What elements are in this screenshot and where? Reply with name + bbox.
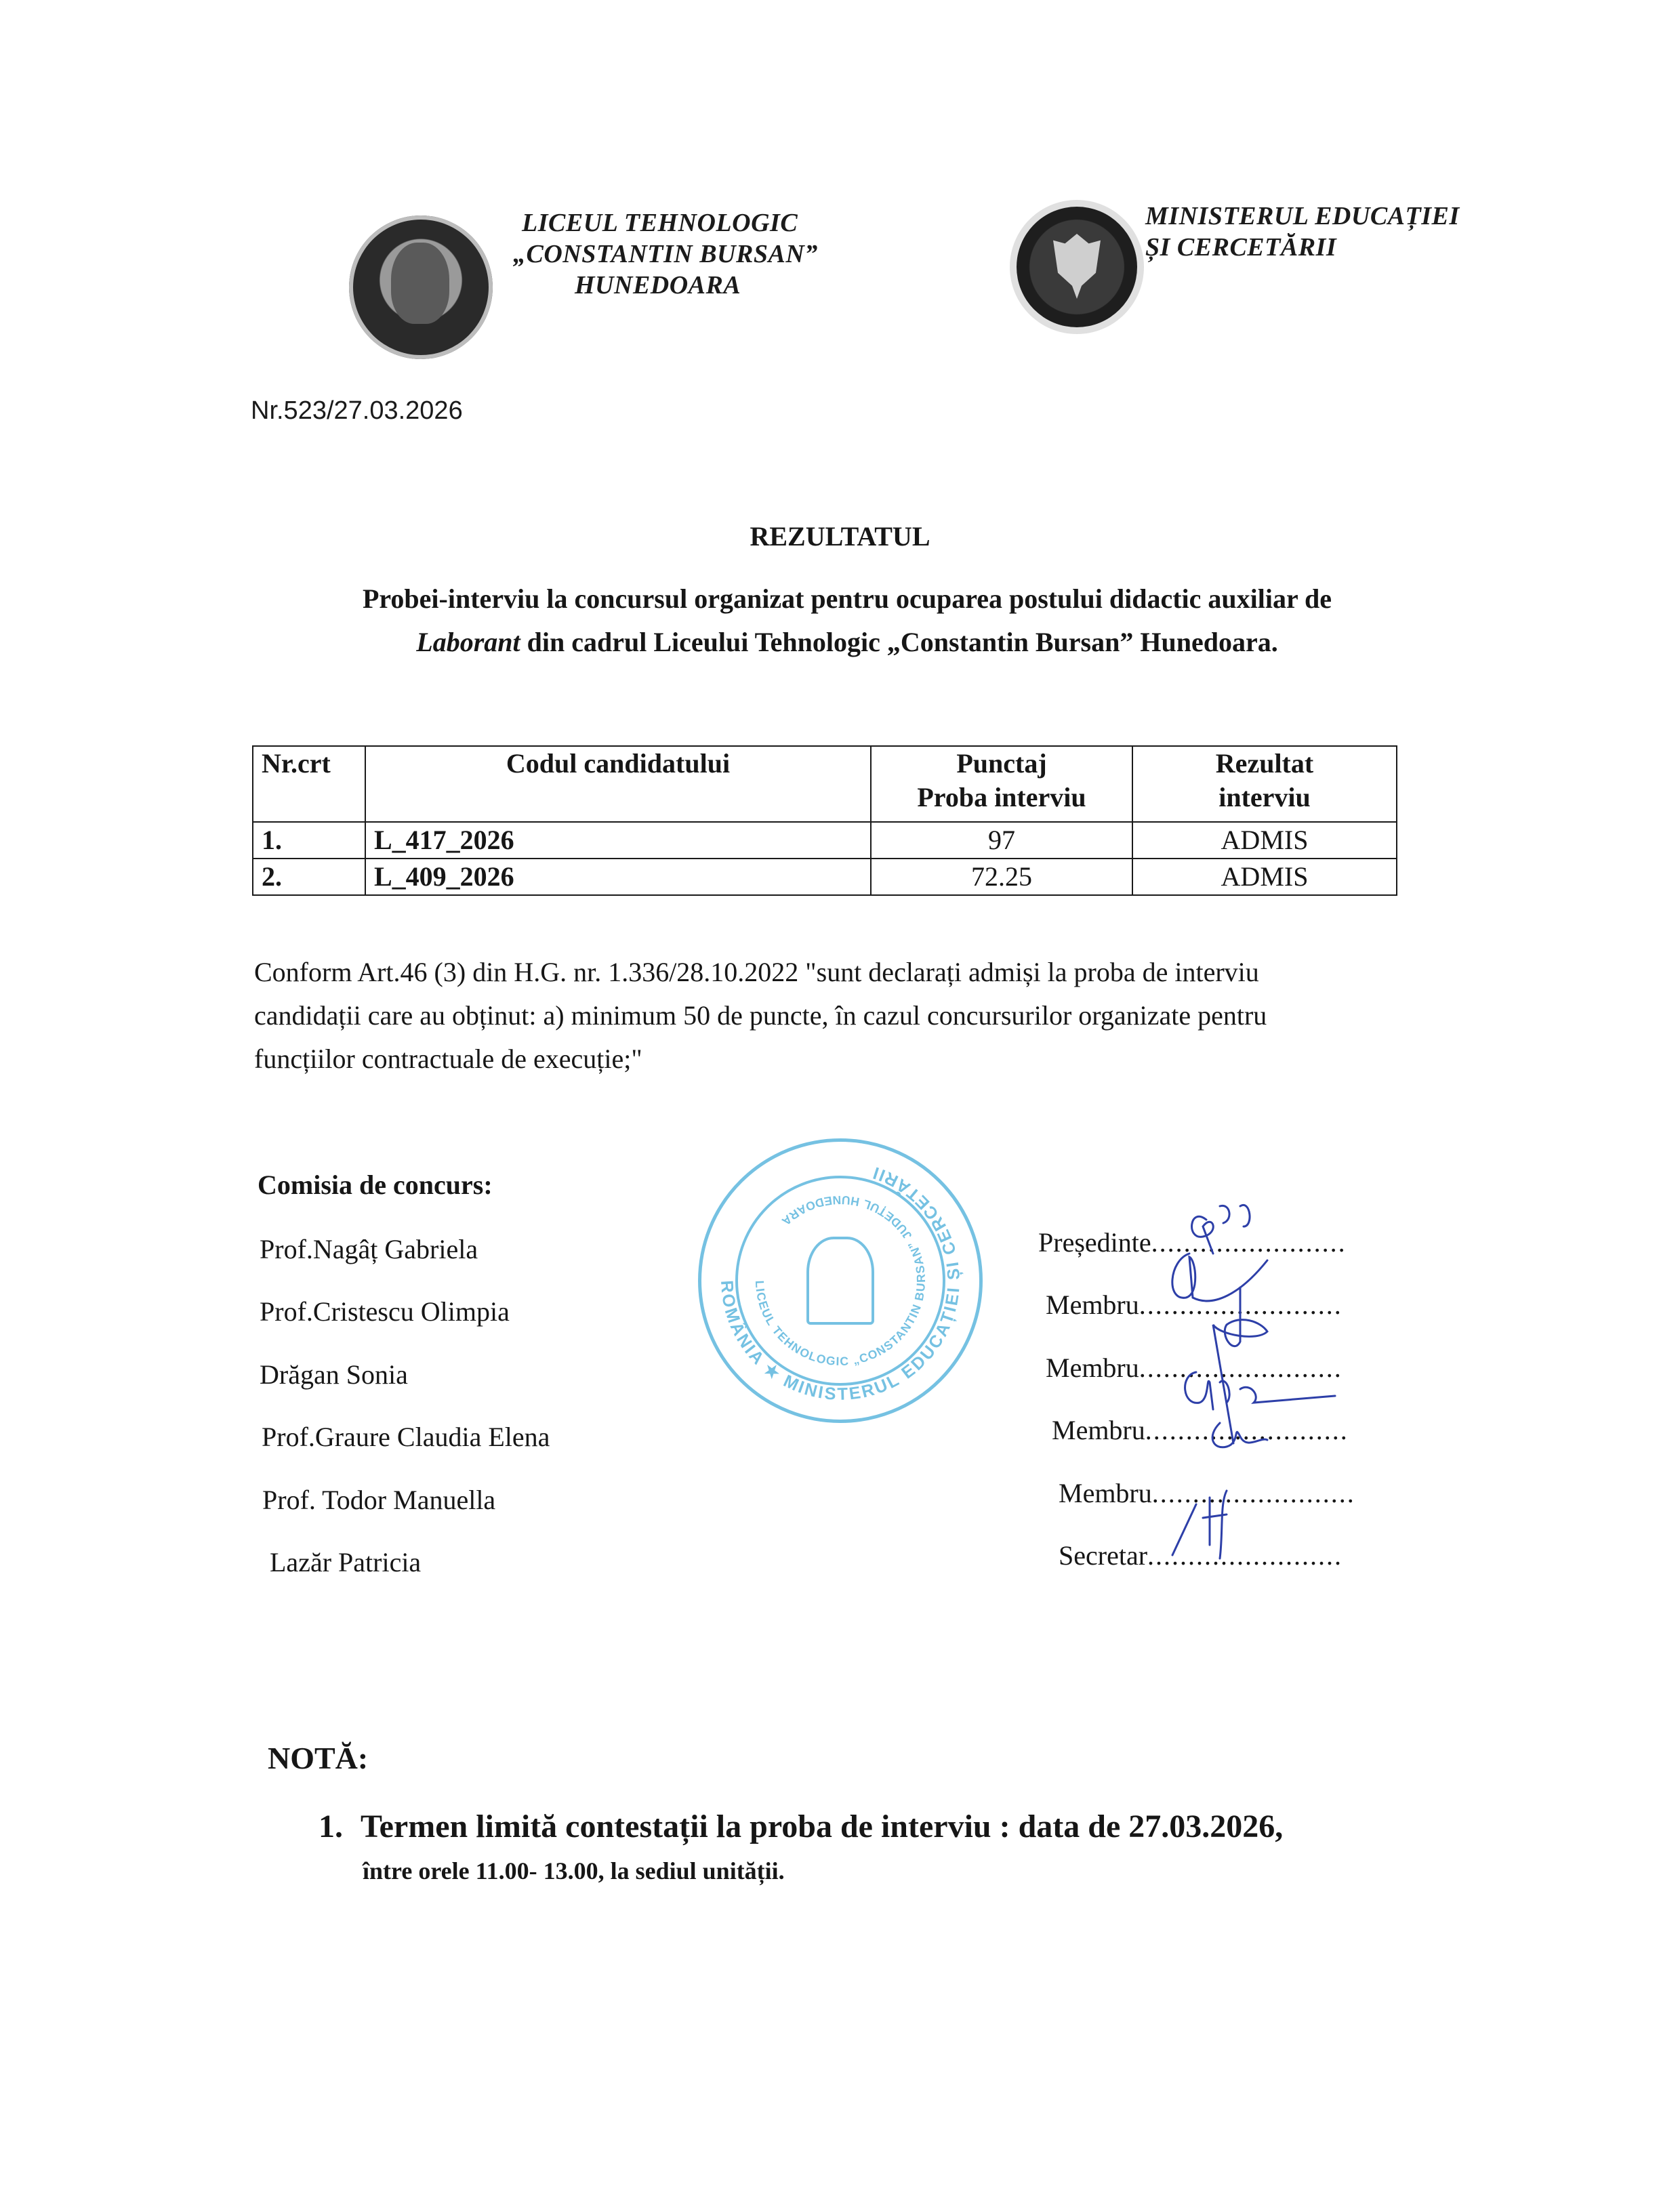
table-row	[253, 822, 1397, 859]
document-subtitle	[258, 577, 1437, 664]
school-emblem-logo	[349, 215, 493, 359]
legal-reference-paragraph	[254, 951, 1460, 1081]
commission-member: Prof. Todor Manuella	[262, 1485, 496, 1515]
ministry-name-line1: MINISTERUL EDUCAȚIEI	[1145, 202, 1460, 230]
commission-member: Prof.Cristescu Olimpia	[260, 1296, 510, 1327]
table-header-row	[253, 746, 1397, 822]
header-score-line1: Punctaj	[956, 748, 1047, 779]
handwritten-signatures	[1017, 1179, 1423, 1586]
school-city: HUNEDOARA	[575, 271, 741, 300]
signature-dots: .........................	[1151, 1478, 1355, 1508]
header-result	[1132, 746, 1397, 822]
row-score: 72.25	[871, 859, 1132, 895]
header-score	[871, 746, 1132, 822]
subtitle-line2	[258, 621, 1437, 664]
row-nr: 2.	[253, 859, 365, 895]
stamp-inner-text: LICEUL TEHNOLOGIC „CONSTANTIN BURSAN” JUDEȚUL HUNEDOARA	[752, 1193, 928, 1369]
role-label: Membru	[1046, 1289, 1139, 1320]
row-code: L_417_2026	[365, 822, 871, 859]
law-line2: candidații care au obținut: a) minimum 50 de puncte, în cazul concursurilor organizate pentru	[254, 1000, 1267, 1031]
commission-member: Prof.Nagâț Gabriela	[260, 1234, 478, 1264]
signature-secretary	[1172, 1491, 1227, 1559]
header-score-line2: Proba interviu	[917, 782, 1086, 812]
signature-dots: .........................	[1139, 1289, 1343, 1320]
role-label: Secretar	[1059, 1540, 1148, 1571]
stamp-outer-text: ROMÂNIA ★ MINISTERUL EDUCAȚIEI ȘI CERCETĂRII	[716, 1162, 964, 1404]
signature-dots: .........................	[1139, 1353, 1343, 1383]
row-nr: 1.	[253, 822, 365, 859]
signature-member-4	[1212, 1423, 1267, 1447]
header-result-line1: Rezultat	[1215, 748, 1314, 779]
note-item	[319, 1808, 1283, 1845]
row-result: ADMIS	[1132, 859, 1397, 895]
ministry-name-line2: ȘI CERCETĂRII	[1145, 233, 1337, 262]
note-item-line1: Termen limită contestații la proba de interviu : data de 27.03.2026,	[361, 1809, 1284, 1844]
school-name-line2: „CONSTANTIN BURSAN”	[513, 240, 818, 268]
law-line1: Conform Art.46 (3) din H.G. nr. 1.336/28.10.2022 "sunt declarați admiși la proba de interviu	[254, 957, 1259, 987]
signature-dots: ........................	[1151, 1227, 1347, 1258]
law-line3: funcțiilor contractuale de execuție;"	[254, 1044, 642, 1074]
note-item-line2: între orele 11.00- 13.00, la sediul unității.	[363, 1857, 785, 1884]
note-item-number: 1.	[319, 1809, 343, 1844]
role-label: Membru	[1059, 1478, 1152, 1508]
commission-member: Drăgan Sonia	[260, 1359, 408, 1390]
commission-title: Comisia de concurs:	[258, 1170, 493, 1200]
header-result-line2: interviu	[1218, 782, 1311, 812]
document-title: REZULTATUL	[750, 521, 930, 552]
signature-member-2	[1213, 1287, 1267, 1443]
portrait-icon	[391, 243, 449, 324]
row-code: L_409_2026	[365, 859, 871, 895]
signature-member-1	[1172, 1254, 1267, 1301]
subtitle-line2-rest: din cadrul Liceului Tehnologic „Constantin Bursan” Hunedoara.	[520, 627, 1278, 657]
subtitle-line1: Probei-interviu la concursul organizat pentru ocuparea postului didactic auxiliar de	[362, 583, 1332, 614]
role-label: Membru	[1046, 1353, 1139, 1383]
results-table	[252, 745, 1397, 896]
role-label: Președinte	[1038, 1227, 1151, 1258]
signature-president	[1192, 1205, 1250, 1254]
svg-text:LICEUL TEHNOLOGIC „CONSTANTIN	[753, 1193, 928, 1368]
table-row	[253, 859, 1397, 895]
signature-dots: ........................	[1147, 1540, 1343, 1571]
school-name-line1: LICEUL TEHNOLOGIC	[522, 209, 798, 237]
government-emblem-logo	[1017, 207, 1137, 327]
eagle-coat-of-arms-icon	[1053, 234, 1101, 299]
note-title: NOTĂ:	[268, 1741, 369, 1775]
row-score: 97	[871, 822, 1132, 859]
signature-member-3	[1185, 1372, 1335, 1409]
header-nr: Nr.crt	[253, 746, 365, 822]
signature-dots: .........................	[1145, 1415, 1349, 1445]
stamp-ring-text	[701, 1142, 979, 1420]
commission-member: Lazăr Patricia	[270, 1547, 422, 1577]
row-result: ADMIS	[1132, 822, 1397, 859]
position-name: Laborant	[416, 627, 520, 657]
commission-member: Prof.Graure Claudia Elena	[262, 1422, 550, 1452]
document-number: Nr.523/27.03.2026	[251, 396, 463, 425]
header-code: Codul candidatului	[365, 746, 871, 822]
role-label: Membru	[1052, 1415, 1145, 1445]
official-stamp	[698, 1138, 983, 1423]
